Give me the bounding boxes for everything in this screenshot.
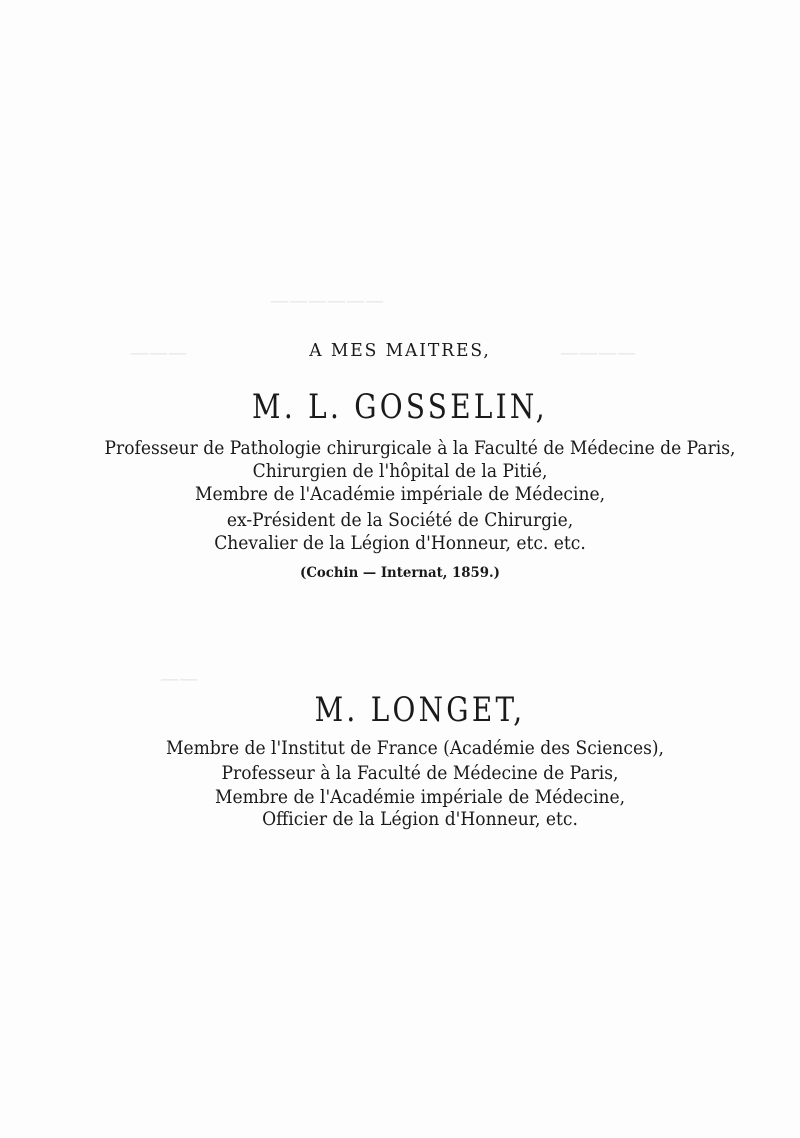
bleed-through-mark: —— (160, 668, 198, 690)
gosselin-title-line: Chevalier de la Légion d'Honneur, etc. etc. (214, 532, 586, 554)
bleed-through-mark: ——— (130, 342, 187, 364)
gosselin-title-line: Chirurgien de l'hôpital de la Pitié, (252, 460, 548, 482)
bleed-through-mark: ———— (560, 342, 636, 364)
gosselin-internat-note: (Cochin — Internat, 1859.) (300, 565, 500, 581)
longet-title-line: Membre de l'Institut de France (Académie des Sciences), (165, 737, 665, 759)
longet-title-line: Membre de l'Académie impériale de Médecine, (214, 786, 626, 808)
gosselin-title-line: ex-Président de la Société de Chirurgie, (226, 509, 574, 531)
longet-title-line: Professeur à la Faculté de Médecine de Paris, (221, 762, 619, 784)
gosselin-title-line: Membre de l'Académie impériale de Médecine, (194, 483, 606, 505)
longet-title-line: Officier de la Légion d'Honneur, etc. (262, 808, 578, 830)
longet-name: M. LONGET, (314, 690, 526, 730)
gosselin-title-line: Professeur de Pathologie chirurgicale à la Faculté de Médecine de Paris, (104, 437, 736, 459)
gosselin-name: M. L. GOSSELIN, (252, 387, 548, 427)
dedication-heading: A MES MAITRES, (309, 340, 491, 361)
bleed-through-mark: —————— (270, 290, 384, 312)
